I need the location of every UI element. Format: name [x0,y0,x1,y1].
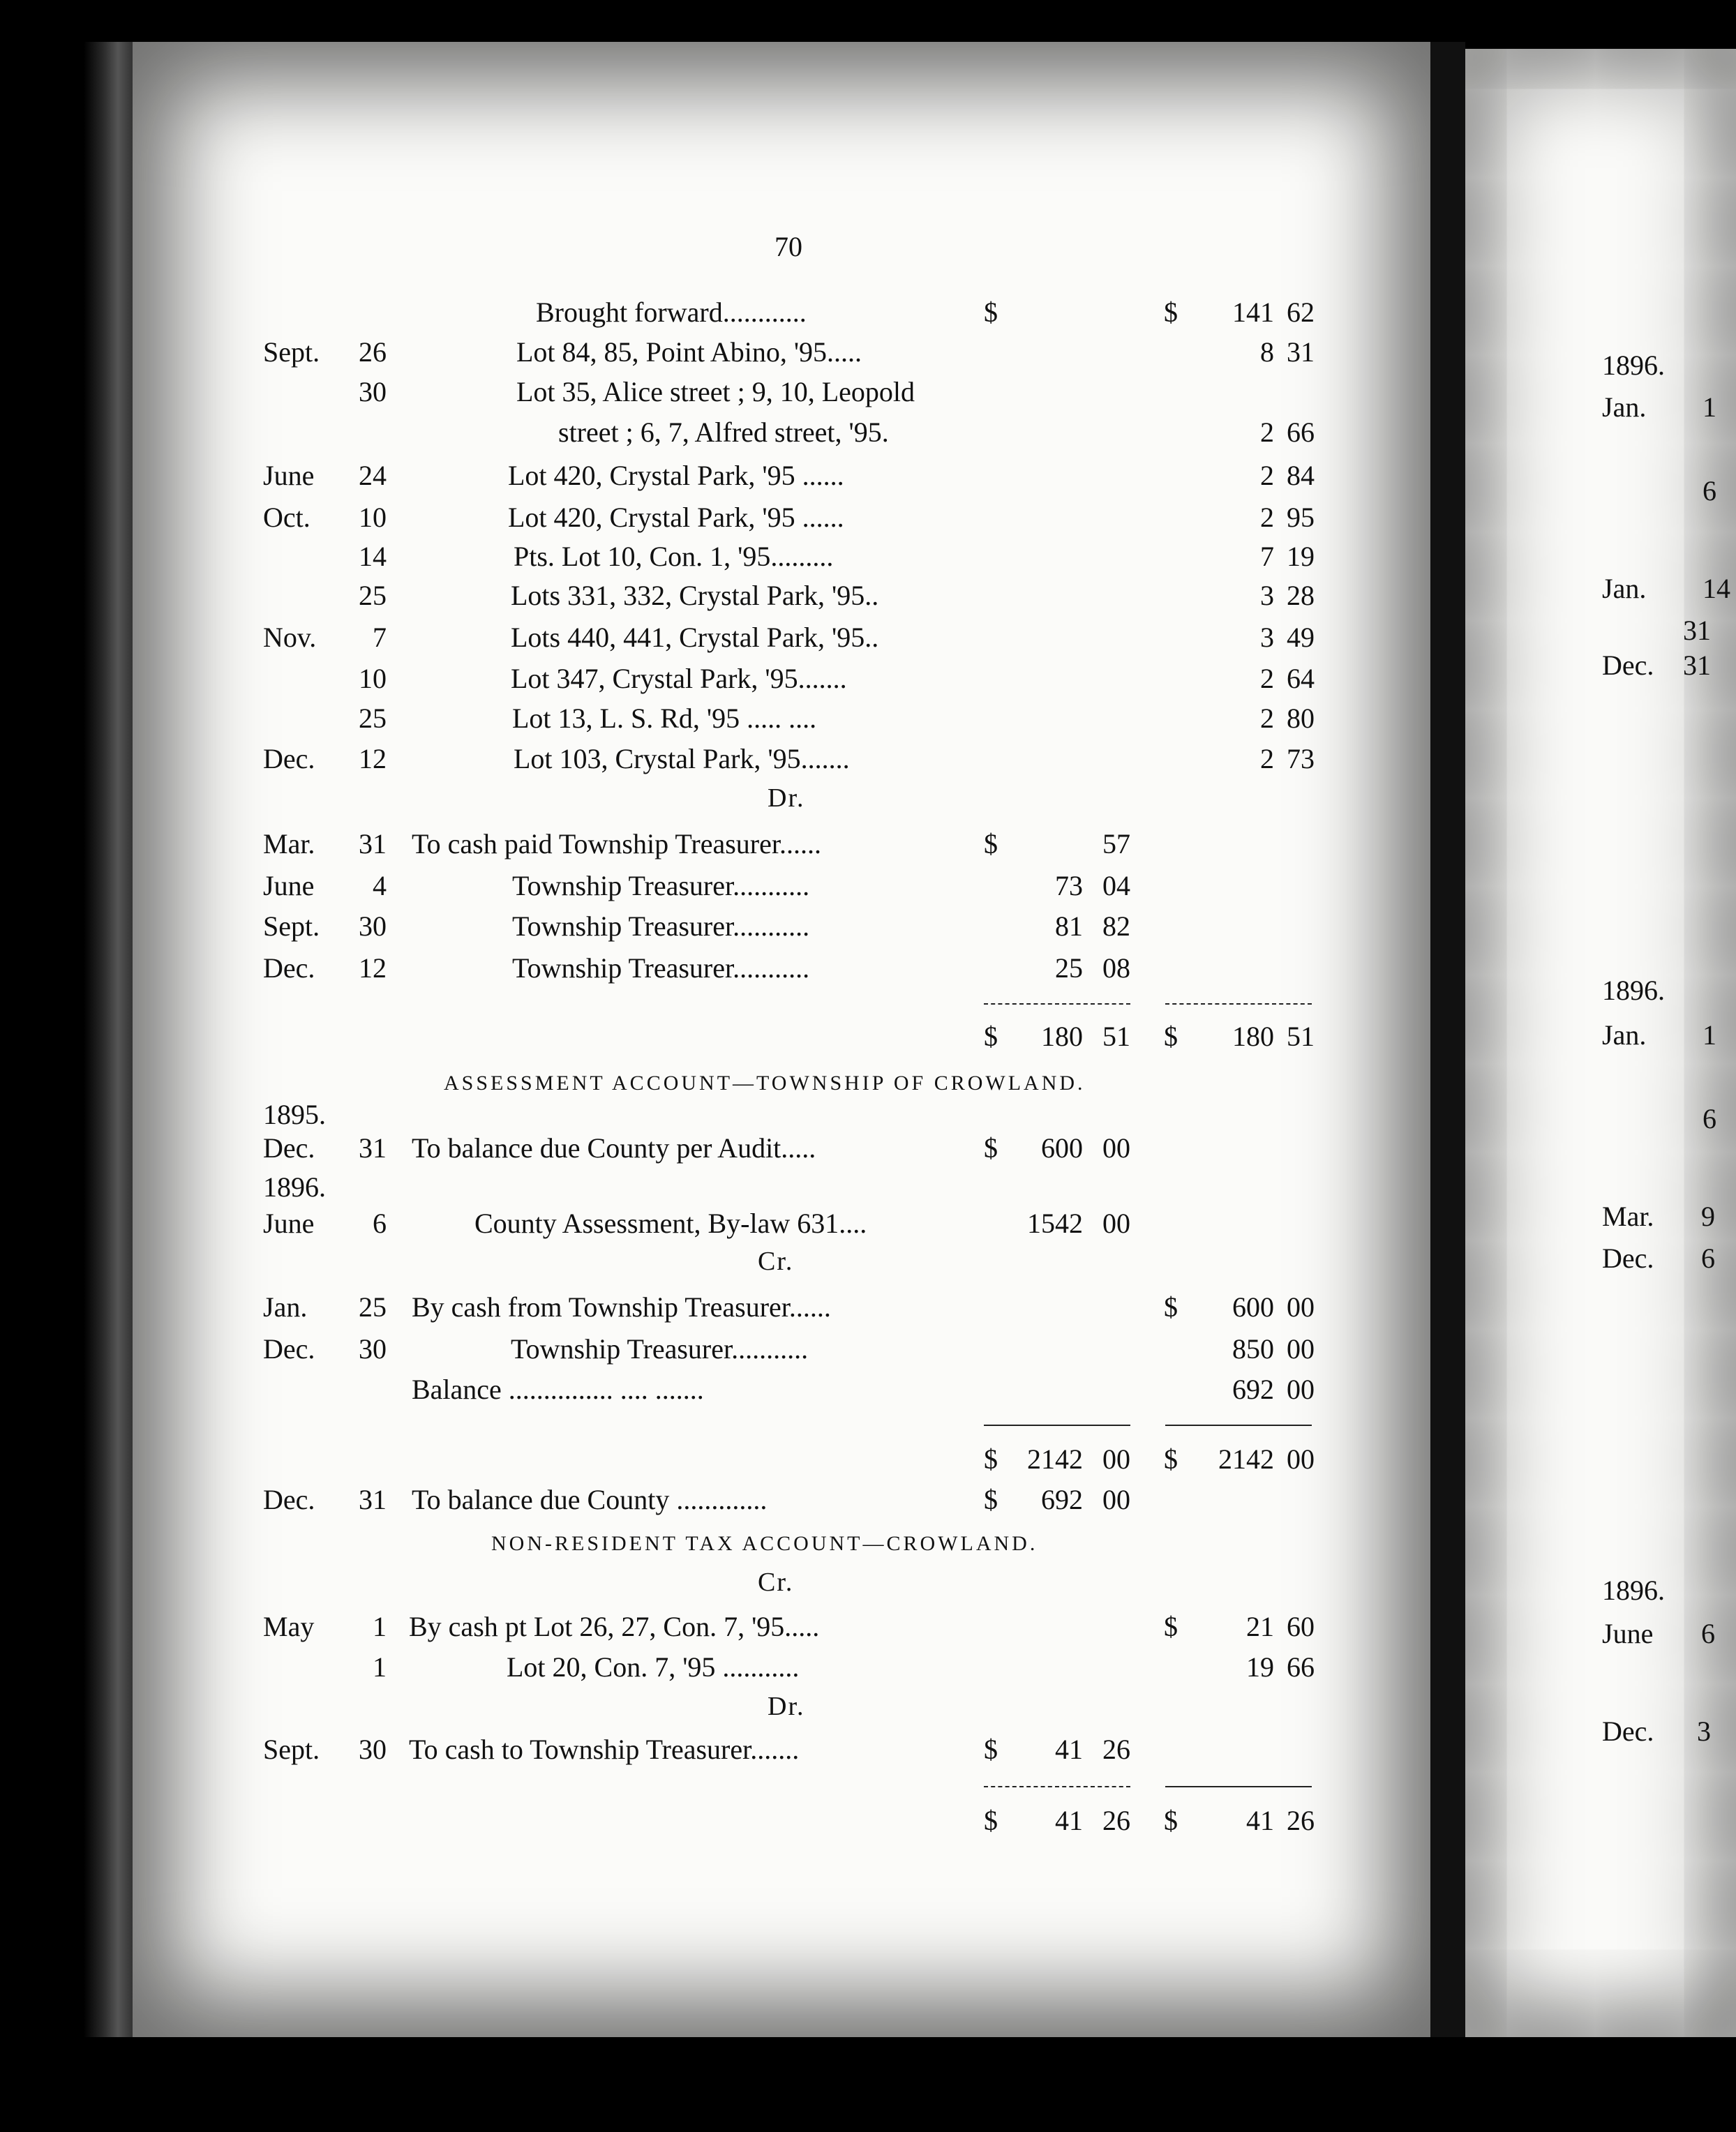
credit-dollars: 21 [1246,1611,1274,1642]
debit-dollars: 692 [1041,1484,1083,1515]
ledger-row [0,293,1437,332]
day-label: 30 [359,376,387,407]
day-label: 25 [359,1291,387,1323]
day-label: 26 [359,336,387,368]
day-label: 10 [359,502,387,533]
credit-cents: 00 [1287,1291,1315,1323]
day-label: 30 [359,1333,387,1365]
day-label: 1 [373,1651,387,1683]
debit-cents: 26 [1102,1734,1130,1765]
credit-cents: 00 [1287,1333,1315,1365]
section-heading: NON-RESIDENT TAX ACCOUNT—CROWLAND. [491,1532,1038,1555]
month-label: Dec. [263,1333,315,1365]
ledger-row [0,1129,1437,1168]
month-label: Sept. [263,336,320,368]
debit-dollar-sign: $ [984,1021,998,1052]
column-rule [984,1003,1130,1006]
credit-cents: 66 [1287,416,1315,448]
entry-description: Lot 103, Crystal Park, '95....... [514,743,850,774]
right-page-entry: 1896. [1602,1575,1665,1606]
credit-cents: 19 [1287,541,1315,572]
credit-dollar-sign: $ [1164,296,1178,328]
credit-cents: 64 [1287,663,1315,694]
entry-description: Lot 35, Alice street ; 9, 10, Leopold [516,376,915,407]
column-rule [1165,1425,1312,1426]
credit-total-dollars: 2142 [1218,1443,1274,1475]
entry-description: By cash pt Lot 26, 27, Con. 7, '95..... [409,1611,820,1642]
credit-cents: 80 [1287,703,1315,734]
debit-dollars: 600 [1041,1132,1083,1164]
debit-total-dollars: 180 [1041,1021,1083,1052]
day-label: 1 [373,1611,387,1642]
credit-cents: 60 [1287,1611,1315,1642]
month-label: Dec. [263,1484,315,1515]
ledger-row [0,740,1437,779]
debit-total-dollars: 41 [1055,1805,1083,1836]
debit-dollars: 81 [1055,910,1083,942]
entry-description: To cash to Township Treasurer....... [409,1734,800,1765]
entry-description: Lots 331, 332, Crystal Park, '95.. [511,580,879,611]
debit-total-dollars: 2142 [1027,1443,1083,1475]
debit-cents: 00 [1102,1208,1130,1239]
day-label: 31 [359,1484,387,1515]
day-label: 31 [359,1132,387,1164]
credit-dollars: 2 [1260,743,1274,774]
ledger-row [0,866,1437,906]
right-page-entry: Dec. [1602,650,1654,681]
debit-dollars: 1542 [1027,1208,1083,1239]
right-page-entry: 14 [1703,573,1730,604]
right-page-entry: Jan. [1602,391,1647,423]
debit-dollars: 25 [1055,952,1083,984]
credit-dollars: 3 [1260,622,1274,653]
ledger-row [0,1730,1437,1769]
entry-description: Lot 84, 85, Point Abino, '95..... [516,336,862,368]
credit-heading: Cr. [758,1247,794,1276]
debit-dollar-sign: $ [984,1484,998,1515]
right-page [1465,49,1736,2037]
month-label: Jan. [263,1291,308,1323]
debit-cents: 82 [1102,910,1130,942]
credit-dollars: 850 [1232,1333,1274,1365]
credit-total-cents: 00 [1287,1443,1315,1475]
ledger-row [0,907,1437,946]
month-label: Dec. [263,1132,315,1164]
credit-dollars: 2 [1260,663,1274,694]
credit-dollar-sign: $ [1164,1021,1178,1052]
credit-dollar-sign: $ [1164,1611,1178,1642]
debit-dollar-sign: $ [984,1734,998,1765]
entry-description: Lot 13, L. S. Rd, '95 ..... .... [512,703,817,734]
credit-cents: 62 [1287,296,1315,328]
credit-dollars: 2 [1260,703,1274,734]
total-row [0,1801,1437,1840]
entry-description: Balance ............... .... ....... [412,1374,704,1405]
ledger-row [0,949,1437,988]
entry-description: Lot 347, Crystal Park, '95....... [511,663,847,694]
ledger-row [0,1204,1437,1243]
credit-cents: 31 [1287,336,1315,368]
debit-dollars: 41 [1055,1734,1083,1765]
ledger-row [0,498,1437,537]
credit-dollars: 19 [1246,1651,1274,1683]
entry-description: Township Treasurer........... [511,1333,809,1365]
right-page-entry: 1 [1703,1019,1716,1051]
ledger-row [0,537,1437,576]
debit-cents: 00 [1102,1484,1130,1515]
ledger-row [0,576,1437,615]
day-label: 6 [373,1208,387,1239]
day-label: 31 [359,828,387,859]
credit-cents: 00 [1287,1374,1315,1405]
credit-dollars: 8 [1260,336,1274,368]
credit-total-dollars: 41 [1246,1805,1274,1836]
column-rule [1165,1003,1312,1006]
credit-heading: Cr. [758,1568,794,1597]
right-page-entry: 1896. [1602,975,1665,1006]
ledger-row [0,699,1437,738]
credit-dollars: 7 [1260,541,1274,572]
column-rule [984,1786,1130,1789]
right-page-entry: Jan. [1602,573,1647,604]
right-page-entry: 1896. [1602,350,1665,381]
day-label: 7 [373,622,387,653]
debit-cents: 08 [1102,952,1130,984]
ledger-row [0,456,1437,495]
day-label: 25 [359,580,387,611]
debit-dollar-sign: $ [984,828,998,859]
debit-heading: Dr. [768,1692,805,1721]
year-label: 1895. [263,1099,326,1130]
ledger-row [0,333,1437,372]
ledger-row [0,373,1437,412]
credit-dollars: 2 [1260,502,1274,533]
page-number: 70 [775,231,802,262]
credit-dollar-sign: $ [1164,1805,1178,1836]
credit-cents: 73 [1287,743,1315,774]
day-label: 12 [359,952,387,984]
ledger-row [0,1607,1437,1646]
credit-dollars: 600 [1232,1291,1274,1323]
credit-dollars: 2 [1260,460,1274,491]
column-rule [1165,1786,1312,1787]
day-label: 30 [359,910,387,942]
ledger-row [0,1648,1437,1687]
debit-heading: Dr. [768,783,805,813]
credit-cents: 95 [1287,502,1315,533]
right-page-entry: Dec. [1602,1716,1654,1747]
entry-description: Township Treasurer........... [512,870,810,901]
ledger-row [0,1370,1437,1409]
entry-description: Township Treasurer........... [512,910,810,942]
month-label: June [263,870,315,901]
entry-description: Lots 440, 441, Crystal Park, '95.. [511,622,879,653]
debit-dollar-sign: $ [984,1805,998,1836]
entry-description: Lot 20, Con. 7, '95 ........... [507,1651,800,1683]
year-label: 1896. [263,1171,326,1203]
ledger-row [0,825,1437,864]
day-label: 24 [359,460,387,491]
ledger-row [0,413,1437,452]
month-label: Dec. [263,952,315,984]
entry-description: street ; 6, 7, Alfred street, '95. [558,416,889,448]
day-label: 4 [373,870,387,901]
credit-cents: 28 [1287,580,1315,611]
entry-description: To balance due County ............. [412,1484,768,1515]
month-label: Dec. [263,743,315,774]
day-label: 14 [359,541,387,572]
right-page-entry: 31 [1683,615,1711,646]
total-row [0,1440,1437,1479]
entry-description: County Assessment, By-law 631.... [474,1208,867,1239]
credit-dollars: 3 [1260,580,1274,611]
day-label: 12 [359,743,387,774]
credit-dollars: 2 [1260,416,1274,448]
entry-description: Lot 420, Crystal Park, '95 ...... [508,460,844,491]
right-page-entry: June [1602,1618,1654,1649]
debit-total-cents: 26 [1102,1805,1130,1836]
day-label: 10 [359,663,387,694]
right-page-entry: Dec. [1602,1243,1654,1274]
ledger-row [0,1288,1437,1327]
month-label: Sept. [263,1734,320,1765]
debit-cents: 57 [1102,828,1130,859]
month-label: Nov. [263,622,317,653]
right-page-entry: 1 [1703,391,1716,423]
total-row [0,1017,1437,1056]
right-page-entry: 6 [1703,475,1716,506]
ledger-row [0,618,1437,657]
month-label: June [263,1208,315,1239]
credit-dollars: 692 [1232,1374,1274,1405]
right-page-entry: 6 [1703,1103,1716,1134]
credit-dollar-sign: $ [1164,1291,1178,1323]
month-label: Oct. [263,502,310,533]
credit-cents: 66 [1287,1651,1315,1683]
right-page-entry: 3 [1697,1716,1711,1747]
debit-cents: 00 [1102,1132,1130,1164]
section-heading: ASSESSMENT ACCOUNT—TOWNSHIP OF CROWLAND. [444,1072,1086,1095]
entry-description: Township Treasurer........... [512,952,810,984]
debit-total-cents: 00 [1102,1443,1130,1475]
credit-cents: 49 [1287,622,1315,653]
right-page-entry: 6 [1701,1243,1715,1274]
right-page-entry: 9 [1701,1201,1715,1232]
credit-dollars: 141 [1232,296,1274,328]
credit-cents: 84 [1287,460,1315,491]
entry-description: Brought forward............ [536,296,807,328]
ledger-row [0,659,1437,698]
debit-cents: 04 [1102,870,1130,901]
month-label: May [263,1611,315,1642]
column-rule [984,1425,1130,1426]
month-label: Mar. [263,828,315,859]
credit-total-cents: 26 [1287,1805,1315,1836]
credit-dollar-sign: $ [1164,1443,1178,1475]
entry-description: By cash from Township Treasurer...... [412,1291,831,1323]
entry-description: Pts. Lot 10, Con. 1, '95......... [514,541,834,572]
credit-total-cents: 51 [1287,1021,1315,1052]
ledger-row [0,1330,1437,1369]
debit-total-cents: 51 [1102,1021,1130,1052]
day-label: 25 [359,703,387,734]
right-page-entry: Jan. [1602,1019,1647,1051]
entry-description: Lot 420, Crystal Park, '95 ...... [508,502,844,533]
month-label: Sept. [263,910,320,942]
ledger-row [0,1480,1437,1519]
debit-dollars: 73 [1055,870,1083,901]
right-page-entry: 31 [1683,650,1711,681]
right-page-entry: 6 [1701,1618,1715,1649]
debit-dollar-sign: $ [984,1443,998,1475]
entry-description: To cash paid Township Treasurer...... [412,828,821,859]
month-label: June [263,460,315,491]
credit-total-dollars: 180 [1232,1021,1274,1052]
entry-description: To balance due County per Audit..... [412,1132,816,1164]
day-label: 30 [359,1734,387,1765]
debit-dollar-sign: $ [984,1132,998,1164]
right-page-entry: Mar. [1602,1201,1654,1232]
debit-dollar-sign: $ [984,296,998,328]
